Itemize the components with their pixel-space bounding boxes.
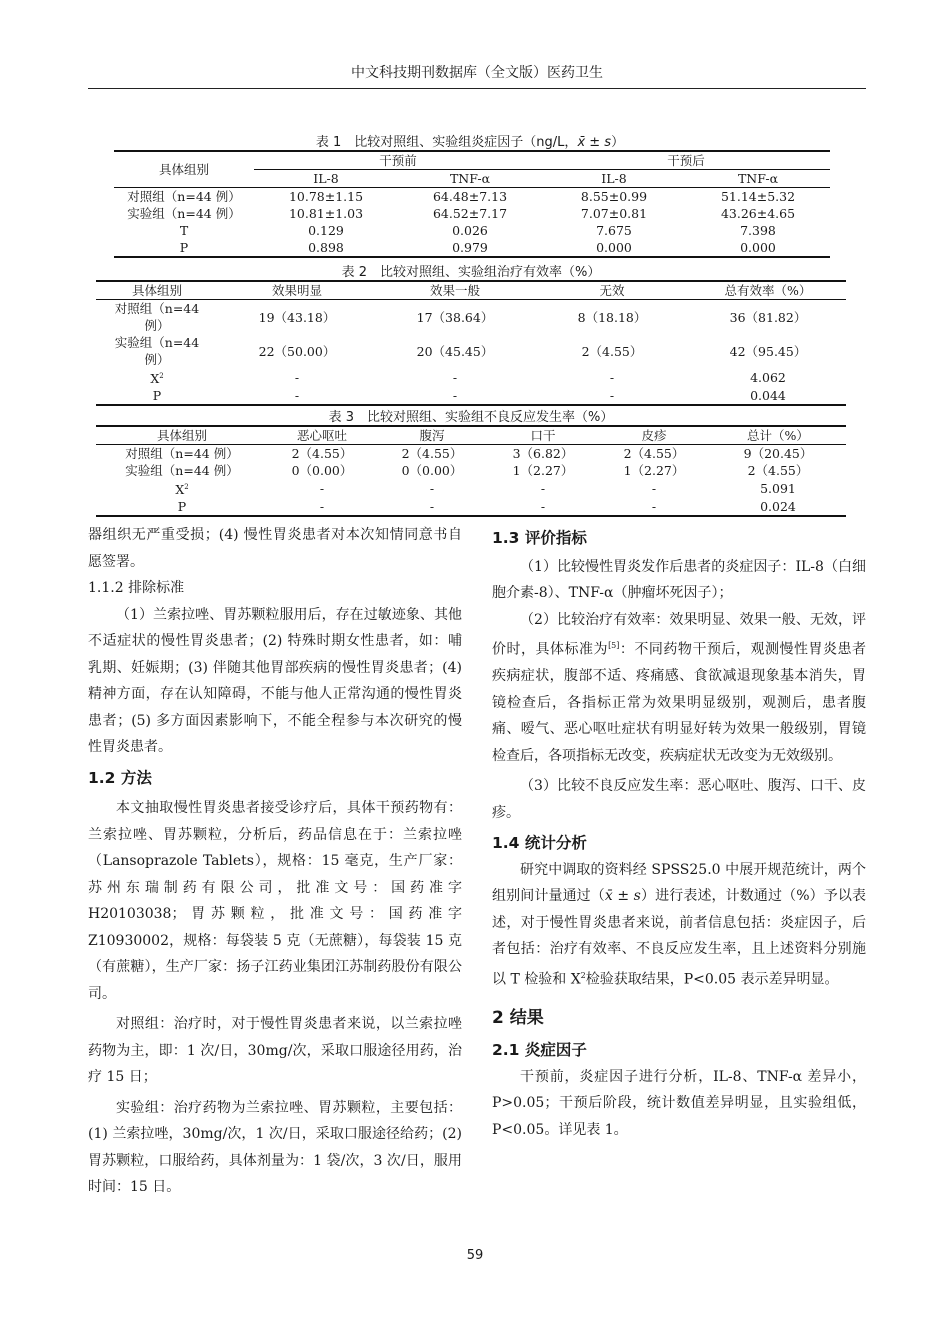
table1-subheader: TNF-α — [449, 171, 491, 186]
cell: - — [319, 481, 325, 497]
table2-header: 无效 — [599, 283, 625, 298]
row-label: P — [152, 388, 162, 404]
paragraph: 实验组：治疗药物为兰索拉唑、胃苏颗粒，主要包括：(1) 兰索拉唑，30mg/次，1 次/日，采取口服途径给药；(2) 胃苏颗粒，口服给药，具体剂量为：1 袋/次，3 次/日，服用时间：15 日。 — [88, 1099, 462, 1195]
cell: - — [651, 499, 657, 515]
heading-inflammation: 2.1 炎症因子 — [492, 1041, 587, 1060]
row-label: 对照组（n=44 例） — [127, 189, 241, 204]
cell: - — [540, 481, 546, 497]
cell: 64.48±7.13 — [432, 189, 508, 204]
table3-header: 口干 — [530, 428, 556, 443]
paragraph: （1）比较慢性胃炎发作后患者的炎症因子：IL-8（白细胞介素-8）、TNF-α（肿瘤坏死因子）； — [492, 558, 866, 601]
cell: 7.07±0.81 — [580, 206, 648, 221]
cell: - — [540, 499, 546, 515]
row-label: P — [179, 240, 189, 255]
heading-method: 1.2 方法 — [88, 768, 152, 787]
heading-evaluation: 1.3 评价指标 — [492, 529, 587, 547]
row-label: $X^2$ — [175, 482, 189, 498]
cell: 1（2.27） — [512, 463, 574, 478]
cell: - — [452, 388, 458, 404]
cell: 7.675 — [596, 223, 632, 238]
cell: - — [294, 370, 300, 386]
cell: 4.062 — [750, 370, 786, 386]
table-row — [114, 205, 830, 222]
table1-subheader: IL-8 — [601, 171, 627, 186]
cell: 3（6.82） — [512, 446, 574, 461]
cell: 1（2.27） — [623, 463, 685, 478]
cell: - — [429, 481, 435, 497]
cell: 0（0.00） — [291, 463, 353, 478]
cell: 0.000 — [596, 240, 632, 255]
right-column — [492, 525, 866, 1143]
table3-header: 总计（%） — [747, 428, 809, 443]
cell: 0（0.00） — [401, 463, 463, 478]
cell: - — [319, 499, 325, 515]
cell: 19（43.18） — [258, 309, 336, 325]
row-label: 实验组（n=44 例） — [127, 206, 241, 221]
cell: - — [609, 388, 615, 404]
table3-header: 腹泻 — [419, 428, 445, 443]
table3-header: 皮疹 — [641, 428, 667, 443]
cell: 64.52±7.17 — [432, 206, 508, 221]
table-row — [114, 222, 830, 239]
table1-span-before: 干预前 — [254, 151, 542, 170]
table-row — [96, 498, 846, 516]
table1-span-after: 干预后 — [542, 151, 830, 170]
cell: 2（4.55） — [747, 463, 809, 478]
cell: 10.81±1.03 — [288, 206, 364, 221]
table3-header: 具体组别 — [156, 428, 207, 443]
page-number: 59 — [466, 1248, 484, 1263]
left-column — [88, 522, 462, 1201]
table-row — [96, 334, 846, 368]
heading-statistics: 1.4 统计分析 — [492, 834, 587, 853]
cell: 36（81.82） — [729, 309, 807, 325]
cell: - — [651, 481, 657, 497]
table3-header: 恶心呕吐 — [296, 428, 347, 443]
cell: 51.14±5.32 — [720, 189, 796, 204]
row-label: $X^2$ — [150, 371, 164, 387]
cell: 42（95.45） — [729, 343, 807, 359]
cell: 2（4.55） — [581, 343, 643, 359]
table-row — [114, 239, 830, 257]
cell: 8（18.18） — [577, 309, 647, 325]
paragraph: 对照组：治疗时，对于慢性胃炎患者来说，以兰索拉唑药物为主，即：1 次/日，30mg/次，采取口服途径用药，治疗 15 日； — [88, 1016, 462, 1085]
table-row — [96, 462, 846, 479]
table2-header: 具体组别 — [131, 283, 182, 298]
row-label: P — [177, 499, 187, 515]
cell: 0.979 — [452, 240, 488, 255]
cell: 17（38.64） — [416, 309, 494, 325]
table2-caption: 表 2 比较对照组、实验组治疗有效率（%） — [341, 265, 601, 280]
paragraph: 研究中调取的资料经 SPSS25.0 中展开规范统计，两个组别间计量通过（x̄ ± s）进行表述，计数通过（%）予以表述，对于慢性胃炎患者来说，前者信息包括：炎症因子，后者包括：治疗有效率、不良反应发生率，且上述资料分别施以 T 检验和 $X^2$检验获取结果，P<0.05 表示差异明显。 — [492, 861, 867, 988]
header-rule — [88, 88, 866, 89]
row-label: 实验组（n=44 例） — [114, 335, 200, 367]
table3-caption: 表 3 比较对照组、实验组不良反应发生率（%） — [328, 410, 614, 425]
cell: - — [429, 499, 435, 515]
cell: 0.044 — [750, 388, 786, 404]
table2 — [96, 280, 846, 406]
row-label: 对照组（n=44 例） — [125, 446, 239, 461]
paragraph: 器组织无严重受损；(4) 慢性胃炎患者对本次知情同意书自愿签署。 — [88, 527, 462, 570]
cell: 20（45.45） — [416, 343, 494, 359]
cell: 22（50.00） — [258, 343, 336, 359]
cell: 0.026 — [452, 223, 488, 238]
table2-header: 总有效率（%） — [724, 283, 812, 298]
cell: 2（4.55） — [623, 446, 685, 461]
cell: - — [452, 370, 458, 386]
table1-subheader: IL-8 — [313, 171, 339, 186]
table3 — [96, 425, 846, 517]
table1-group-header: 具体组别 — [114, 151, 254, 188]
table-row — [96, 387, 846, 405]
table1-subheader: TNF-α — [737, 171, 779, 186]
cell: 0.000 — [740, 240, 776, 255]
paragraph: （1）兰索拉唑、胃苏颗粒服用后，存在过敏迹象、其他不适症状的慢性胃炎患者；(2) 特殊时期女性患者，如：哺乳期、妊娠期；(3) 伴随其他胃部疾病的慢性胃炎患者；(4) 精神方面，存在认知障碍，不能与他人正常沟通的慢性胃炎患者；(5) 多方面因素影响下，不能全程参与本次研究的慢性胃炎患者。 — [88, 606, 462, 755]
heading-results: 2 结果 — [492, 1007, 544, 1028]
journal-header: 中文科技期刊数据库（全文版）医药卫生 — [351, 65, 603, 81]
cell: 7.398 — [740, 223, 776, 238]
subheading-exclusion: 1.1.2 排除标准 — [88, 580, 185, 596]
row-label: 实验组（n=44 例） — [125, 463, 239, 478]
paragraph: （3）比较不良反应发生率：恶心呕吐、腹泻、口干、皮疹。 — [492, 778, 866, 821]
table-row — [96, 445, 846, 463]
table1-caption: 表 1 比较对照组、实验组炎症因子（ng/L，x̄ ± s） — [315, 135, 625, 150]
cell: 10.78±1.15 — [288, 189, 364, 204]
table-row — [96, 368, 846, 387]
cell: 0.898 — [308, 240, 344, 255]
table1 — [114, 150, 830, 258]
cell: 8.55±0.99 — [580, 189, 648, 204]
table2-header: 效果一般 — [429, 283, 480, 298]
cell: 0.129 — [308, 223, 344, 238]
cell: 0.024 — [760, 499, 796, 515]
paragraph: （2）比较治疗有效率：效果明显、效果一般、无效，评价时，具体标准为[5]：不同药物干预后，观测慢性胃炎患者疾病症状，腹部不适、疼痛感、食欲减退现象基本消失，胃镜检查后，各指标正常为效果明显级别，观测后，患者腹痛、嗳气、恶心呕吐症状有明显好转为效果一般级别，胃镜检查后，各项指标无改变，疾病症状无改变为无效级别。 — [492, 611, 867, 764]
cell: - — [294, 388, 300, 404]
cell: - — [609, 370, 615, 386]
paragraph: 干预前，炎症因子进行分析，IL-8、TNF-α 差异小，P>0.05；干预后阶段，统计数值差异明显，且实验组低，P<0.05。详见表 1。 — [492, 1068, 866, 1138]
paragraph: 本文抽取慢性胃炎患者接受诊疗后，具体干预药物有：兰索拉唑、胃苏颗粒，分析后，药品信息在于：兰索拉唑（Lansoprazole Tablets），规格：15 毫克，生产厂家：苏州东瑞制药有限公司，批准文号：国药准字 H20103038；胃苏颗粒，批准文号：国药准字 Z10930002，规格：每袋装 5 克（无蔗糖），每袋装 15 克（有蔗糖），生产厂家：扬子江药业集团江苏制药股份有限公司。 — [88, 800, 462, 1002]
cell: 43.26±4.65 — [720, 206, 796, 221]
table-row — [96, 479, 846, 498]
row-label: 对照组（n=44 例） — [114, 301, 200, 333]
table2-header: 效果明显 — [271, 283, 322, 298]
table-row — [96, 300, 846, 335]
cell: 9（20.45） — [743, 446, 813, 461]
cell: 2（4.55） — [291, 446, 353, 461]
table-row — [114, 188, 830, 206]
cell: 5.091 — [760, 481, 796, 497]
row-label: T — [179, 223, 189, 238]
cell: 2（4.55） — [401, 446, 463, 461]
